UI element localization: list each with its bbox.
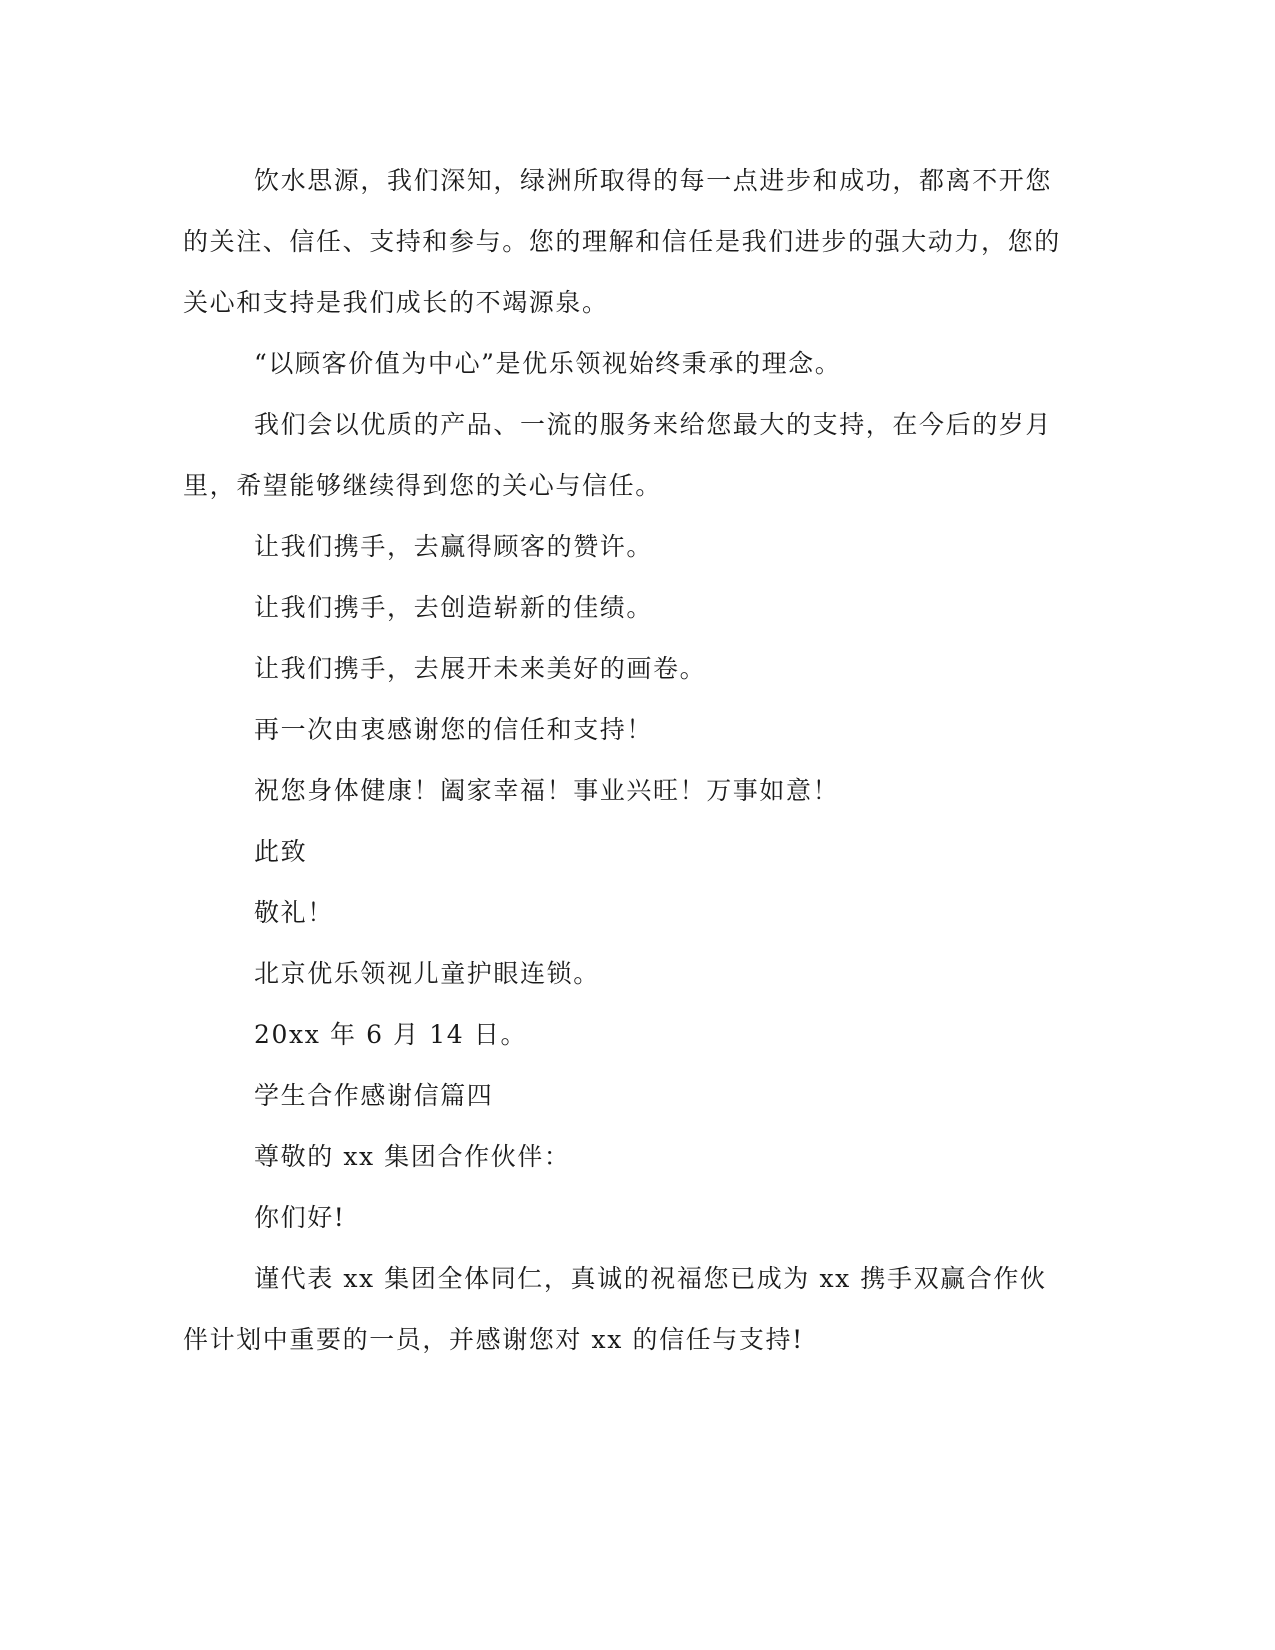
paragraph-hand-in-hand-3: 让我们携手，去展开未来美好的画卷。 xyxy=(254,654,707,683)
signature-organization: 北京优乐领视儿童护眼连锁。 xyxy=(254,959,600,988)
closing-regards: 敬礼！ xyxy=(254,898,334,927)
paragraph-commitment: 我们会以优质的产品、一流的服务来给您最大的支持，在今后的岁月里，希望能够继续得到您的关心与信任。 xyxy=(183,410,1053,500)
paragraph-thanks-again: 再一次由衷感谢您的信任和支持！ xyxy=(254,715,654,744)
section-title: 学生合作感谢信篇四 xyxy=(254,1081,494,1110)
paragraph-philosophy: “以顾客价值为中心”是优乐领视始终秉承的理念。 xyxy=(254,349,842,378)
paragraph-hand-in-hand-1: 让我们携手，去赢得顾客的赞许。 xyxy=(254,532,654,561)
letter-body xyxy=(183,150,1063,1370)
paragraph-hand-in-hand-2: 让我们携手，去创造崭新的佳绩。 xyxy=(254,593,654,622)
paragraph-gratitude: 饮水思源，我们深知，绿洲所取得的每一点进步和成功，都离不开您的关注、信任、支持和参与。您的理解和信任是我们进步的强大动力，您的关心和支持是我们成长的不竭源泉。 xyxy=(183,166,1061,317)
closing-salutation: 此致 xyxy=(254,837,308,866)
greeting-hello: 你们好! xyxy=(254,1203,346,1232)
paragraph-congratulations: 谨代表 xx 集团全体同仁，真诚的祝福您已成为 xx 携手双赢合作伙伴计划中重要的一员，并感谢您对 xx 的信任与支持! xyxy=(183,1264,1047,1354)
greeting-recipient: 尊敬的 xx 集团合作伙伴： xyxy=(254,1142,571,1171)
signature-date: 20xx 年 6 月 14 日。 xyxy=(254,1020,528,1049)
paragraph-wishes: 祝您身体健康！阖家幸福！事业兴旺！万事如意！ xyxy=(254,776,840,805)
